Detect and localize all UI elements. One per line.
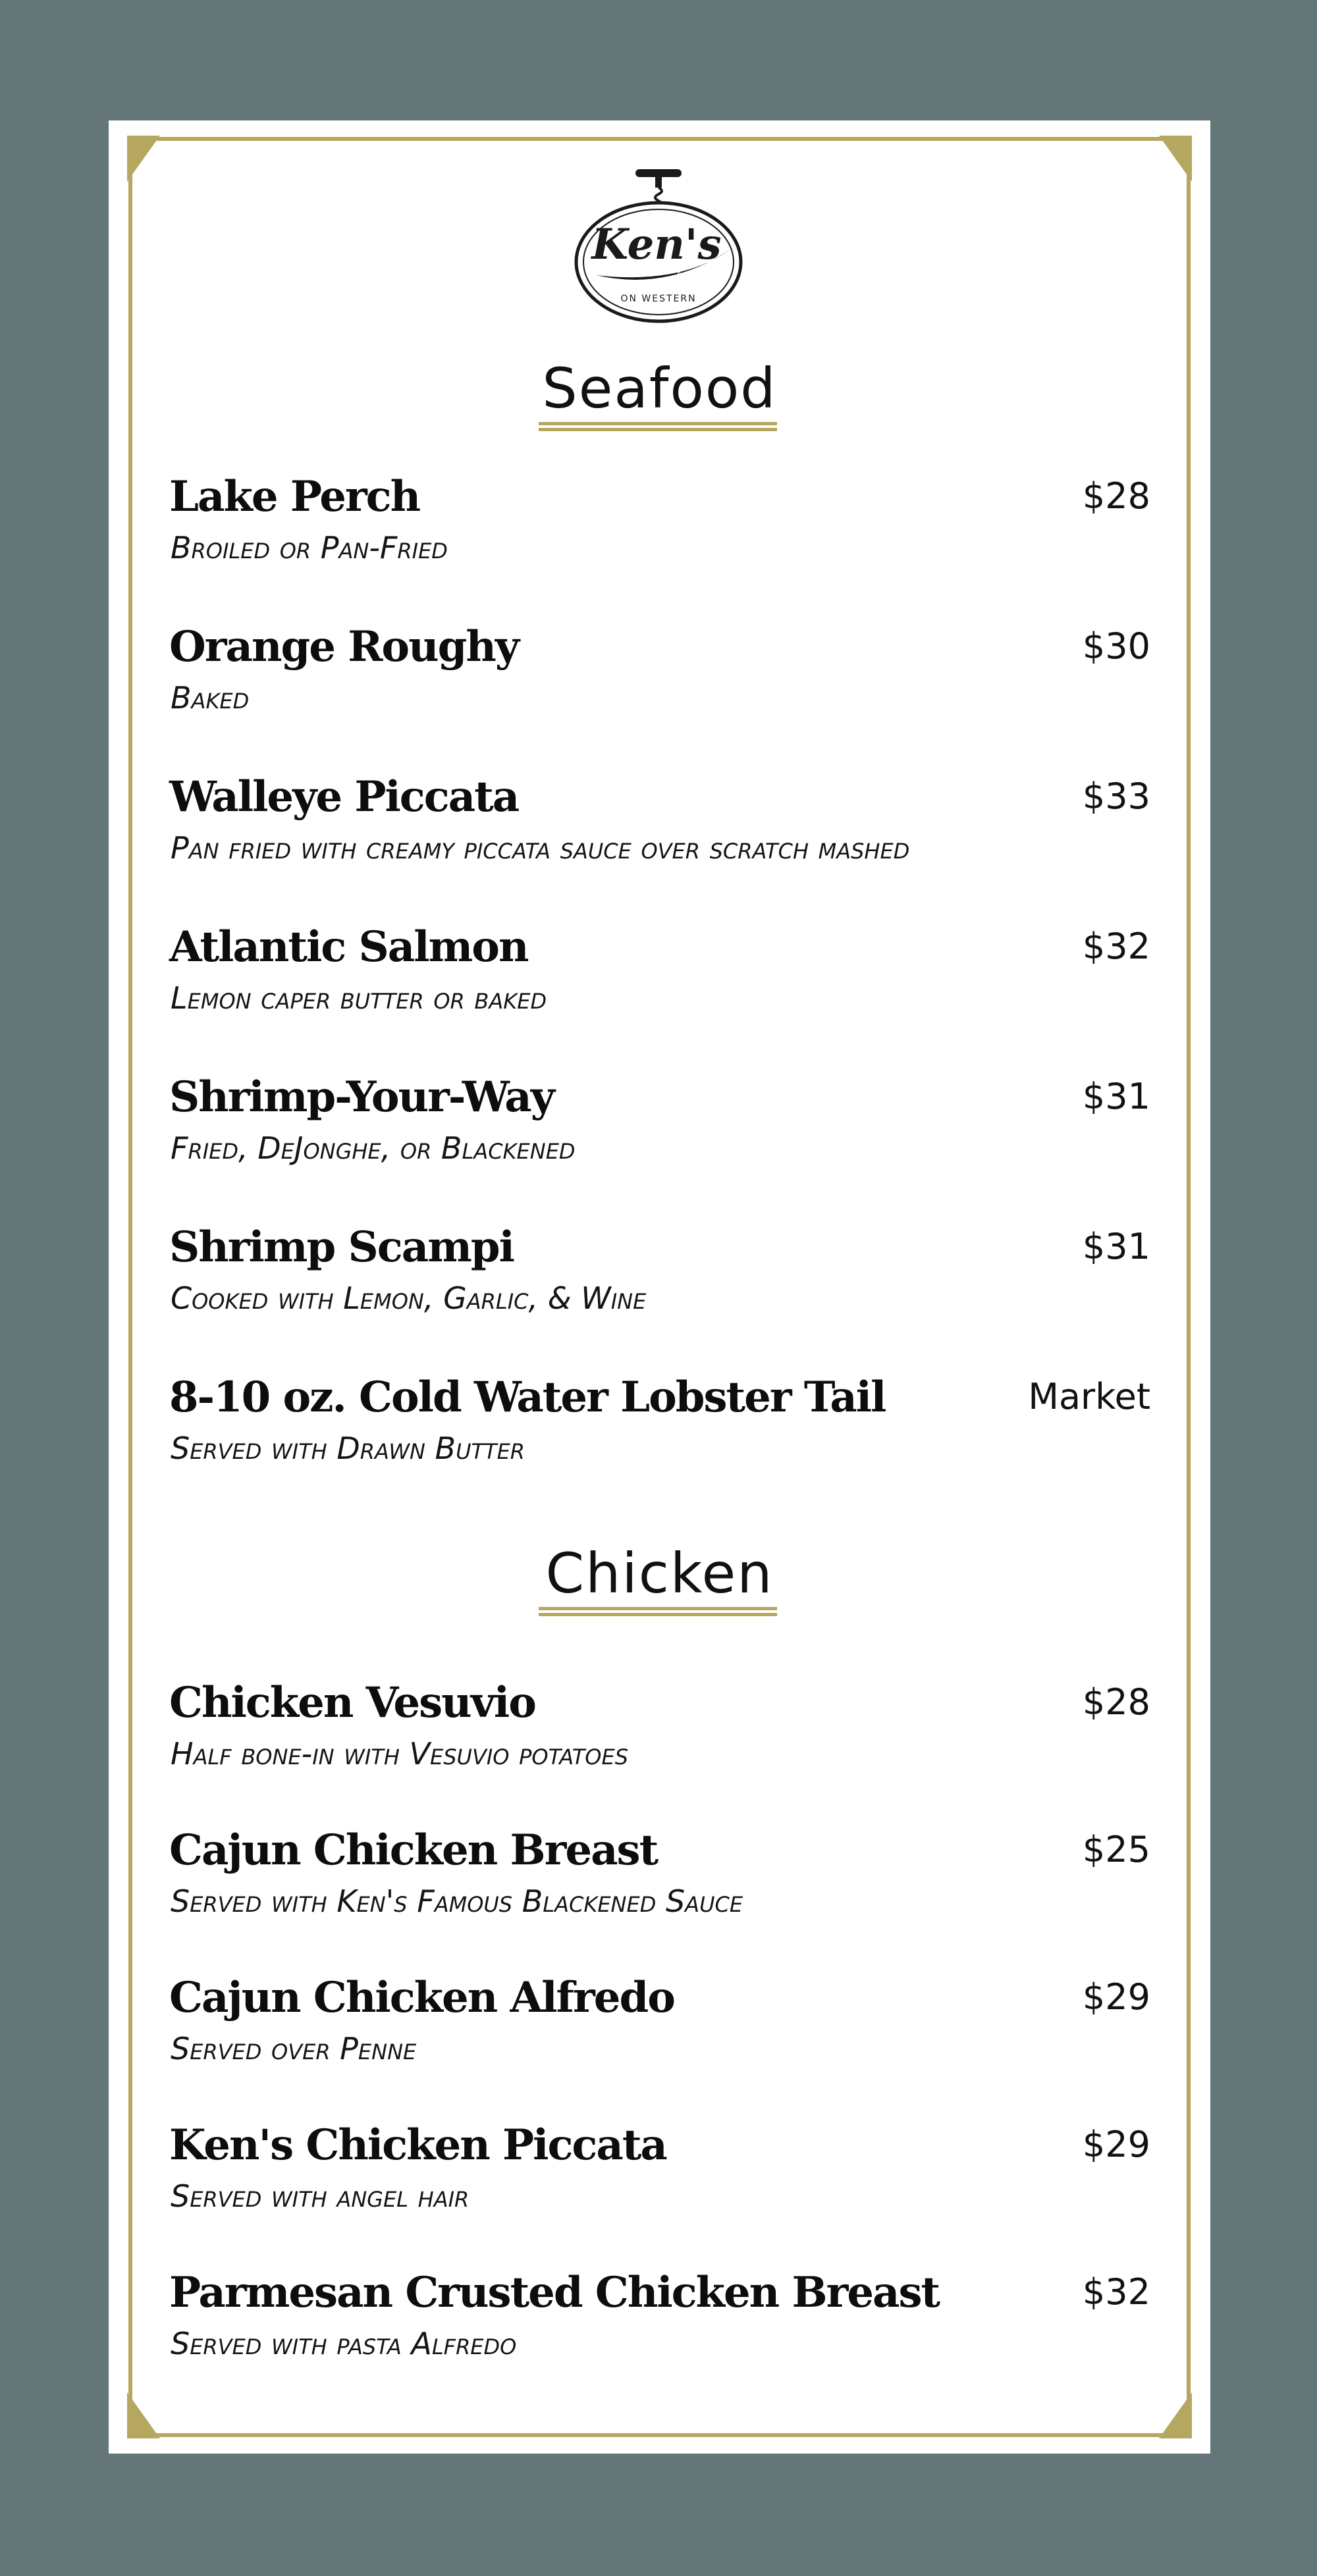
item-name: Cajun Chicken Alfredo — [169, 1973, 674, 2022]
menu-item — [169, 472, 1150, 575]
menu-item — [169, 1072, 1150, 1175]
menu-item — [169, 772, 1150, 875]
menu-item — [169, 922, 1150, 1025]
menu-card — [109, 120, 1210, 2454]
section-title-seafood: Seafood — [542, 356, 777, 421]
item-name: Atlantic Salmon — [169, 922, 528, 972]
item-description: Pan fried with creamy piccata sauce over scratch mashed — [171, 830, 910, 866]
item-description: Lemon caper butter or baked — [171, 980, 547, 1016]
item-price: $25 — [1082, 1829, 1150, 1870]
item-name: Ken's Chicken Piccata — [169, 2120, 666, 2170]
logo-tagline: ON WESTERN — [620, 294, 697, 304]
item-description: Broiled or Pan-Fried — [171, 530, 448, 565]
item-description: Served over Penne — [171, 2031, 417, 2066]
item-price: $29 — [1082, 2124, 1150, 2165]
corner-ornament-bottom-right — [1159, 2392, 1192, 2438]
item-description: Served with pasta Alfredo — [171, 2326, 517, 2361]
menu-item — [169, 2120, 1150, 2223]
corner-ornament-bottom-left — [127, 2392, 160, 2438]
corner-ornament-top-left — [127, 136, 160, 182]
menu-item — [169, 1826, 1150, 1928]
menu-item — [169, 2268, 1150, 2371]
corner-ornament-top-right — [1159, 136, 1192, 182]
item-description: Served with Ken's Famous Blackened Sauce — [171, 1883, 743, 1919]
item-price: $32 — [1082, 2271, 1150, 2313]
menu-item — [169, 1973, 1150, 2076]
item-price: $29 — [1082, 1976, 1150, 2018]
item-description: Served with angel hair — [171, 2178, 470, 2214]
item-description: Half bone-in with Vesuvio potatoes — [171, 1736, 629, 1772]
menu-item — [169, 1222, 1150, 1325]
menu-item — [169, 622, 1150, 725]
item-description: Fried, DeJonghe, or Blackened — [171, 1130, 576, 1166]
item-price: $32 — [1082, 926, 1150, 967]
item-price: $31 — [1082, 1076, 1150, 1117]
item-price: $33 — [1082, 775, 1150, 817]
item-name: 8-10 oz. Cold Water Lobster Tail — [169, 1373, 886, 1422]
logo-est: Est. 1988 — [677, 272, 706, 278]
item-name: Cajun Chicken Breast — [169, 1826, 658, 1875]
menu-item — [169, 1373, 1150, 1475]
item-price: $31 — [1082, 1226, 1150, 1267]
section-title-chicken: Chicken — [545, 1541, 774, 1606]
item-name: Lake Perch — [169, 472, 420, 521]
item-description: Baked — [171, 680, 250, 716]
item-name: Parmesan Crusted Chicken Breast — [169, 2268, 940, 2317]
item-name: Chicken Vesuvio — [169, 1678, 535, 1727]
section-rule-chicken — [539, 1607, 777, 1616]
logo-name: Ken's — [591, 220, 722, 269]
item-name: Shrimp Scampi — [169, 1222, 514, 1272]
corkscrew-logo-icon — [570, 160, 747, 331]
item-price: $30 — [1082, 625, 1150, 667]
item-name: Shrimp-Your-Way — [169, 1072, 554, 1122]
item-description: Cooked with Lemon, Garlic, & Wine — [171, 1280, 647, 1316]
menu-item — [169, 1678, 1150, 1781]
item-description: Served with Drawn Butter — [171, 1431, 525, 1466]
item-price: Market — [1028, 1376, 1150, 1417]
item-price: $28 — [1082, 475, 1150, 517]
item-name: Walleye Piccata — [169, 772, 519, 822]
item-name: Orange Roughy — [169, 622, 519, 671]
section-rule-seafood — [539, 422, 777, 431]
item-price: $28 — [1082, 1681, 1150, 1723]
restaurant-logo — [570, 160, 747, 331]
